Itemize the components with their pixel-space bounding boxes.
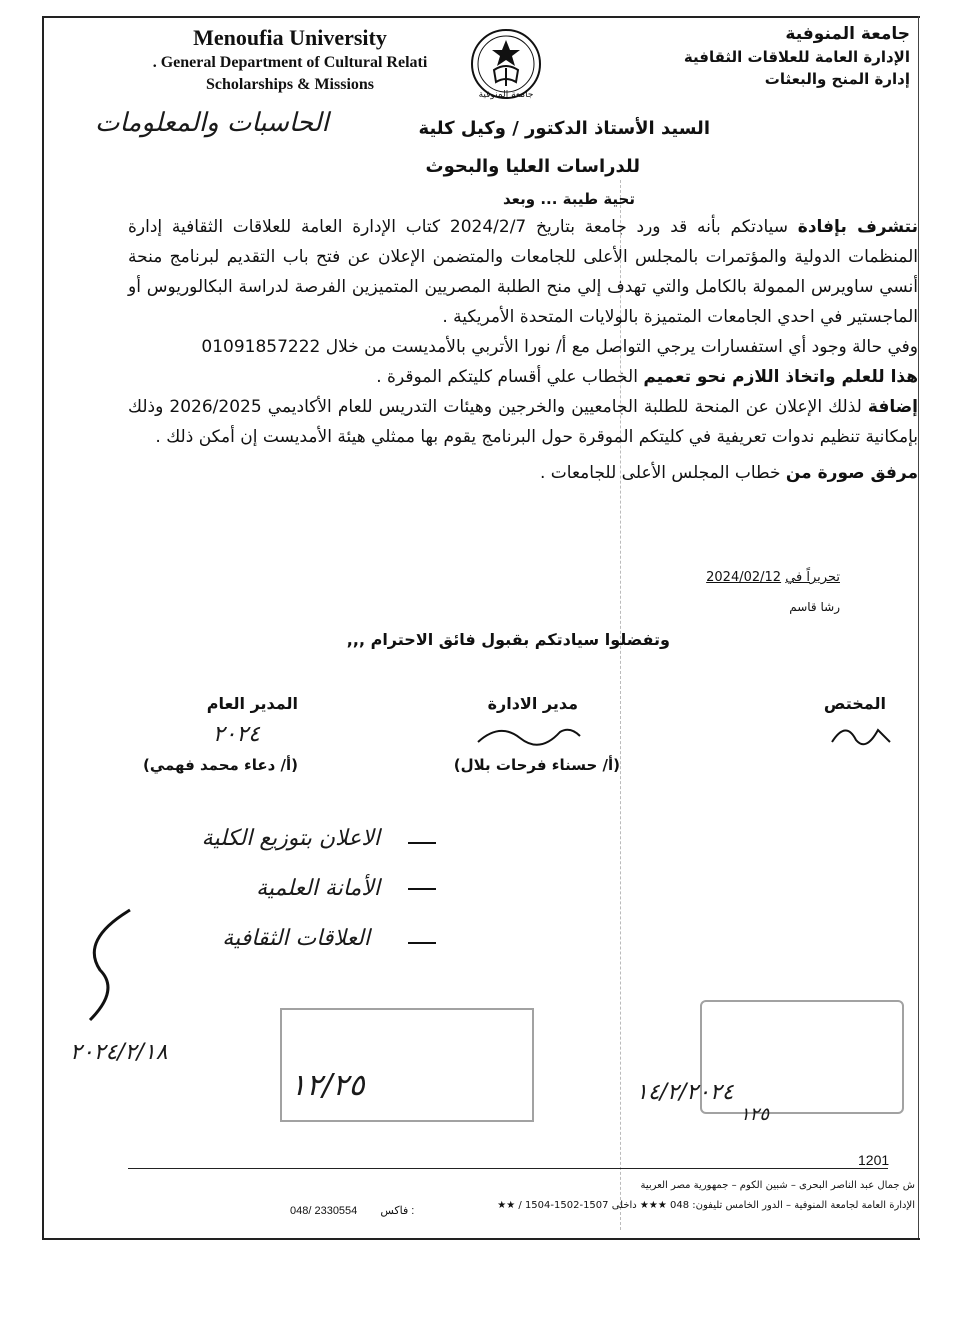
page-border [42,16,920,18]
paragraph-addition [128,392,918,452]
handwritten-reference: ١٤/٢/٢٠٢٤ [636,1080,734,1105]
signature-scribble: ٢٠٢٤ [212,722,260,747]
footer-fax [290,1204,414,1217]
paragraph-text: وفي حالة وجود أي استفسارات يرجي التواصل مع أ/ نورا الأتربي بالأمديست من خلال 01091857222 [201,337,918,357]
handwritten-note: الأمانة العلمية [256,876,380,901]
footer-divider [128,1168,888,1169]
signature-title-department-manager: مدير الادارة [487,694,578,713]
university-name-en: Menoufia University [193,25,387,50]
greeting: تحية طيبة ... وبعد [503,190,635,208]
paragraph-lead: نتشرف بإفادة [797,217,919,237]
fax-label: فاكس : [380,1205,415,1217]
footer-address: ش جمال عبد الناصر البحرى – شبين الكوم – جمهورية مصر العربية [640,1180,915,1191]
date-label: تحريراً في [785,570,840,585]
handwritten-faculty-note: الحاسبات والمعلومات [95,108,329,138]
stamp [280,1008,534,1122]
handwritten-reference: ١٢٥ [740,1104,770,1125]
clerk-name: رشا قاسم [789,600,840,614]
handwritten-date: ٢٠٢٤/٢/١٨ [70,1040,168,1065]
paragraph-text: سيادتكم بأنه قد ورد جامعة بتاريخ 2024/2/7 كتاب الإدارة العامة للعلاقات الثقافية إدارة المنظمات الدولية والمؤتمرات بالمجلس الأعلى للجامعات والمتضمن الإعلان عن فتح باب التقديم لبرنامج منحة أنسي ساويرس الممولة بالكامل والتي تهدف إلي منح الطلبة المصريين المتميزين الفرصة لدراسة البكالوريوس أو الماجستير في احدي الجامعات المتميزة بالولايات المتحدة الأمريكية . [128,217,918,327]
paragraph-announcement [128,212,918,332]
header-arabic [660,22,910,90]
paragraph-text: الخطاب علي أقسام كليتكم الموقرة . [376,367,638,387]
paragraph-lead: هذا للعلم واتخاذ اللازم نحو تعميم [643,367,918,387]
page-border [42,16,44,1238]
handwritten-note: العلاقات الثقافية [222,926,370,951]
signature-mark [826,712,896,756]
date-value: 2024/02/12 [706,570,782,585]
salutation-line2: للدراسات العليا والبحوث [425,156,640,177]
signature-title-specialist: المختص [823,694,886,713]
department-name-en: . General Department of Cultural Relati [152,54,428,71]
signature-mark [470,712,590,756]
university-name-ar: جامعة المنوفية [785,24,910,44]
section-name-ar: إدارة المنح والبعثات [764,70,910,88]
section-name-en: Scholarships & Missions [205,76,375,93]
signature-name-department-manager: (أ/ حسناء فرحات بلال) [453,756,620,774]
issue-date [706,570,840,585]
salutation-line1: السيد الأستاذ الدكتور / وكيل كلية [418,118,710,139]
paragraph-text: لذلك الإعلان عن المنحة للطلبة الجامعيين والخرجين وهيئات التدريس للعام الأكاديمي 2026/2025 وذلك بإمكانية تنظيم ندوات تعريفية في كليتكم الموقرة حول البرنامج يقوم بها ممثلي هيئة الأمديست إن أمكن ذلك . [128,397,918,447]
page-number: 1201 [858,1152,890,1168]
signature-title-general-manager: المدير العام [206,694,298,713]
paragraph-lead: مرفق صورة من [785,463,918,483]
closing-line: وتفضلوا سيادتكم بقبول فائق الاحترام ,,, [346,630,670,649]
department-name-ar: الإدارة العامة للعلاقات الثقافية [683,48,910,66]
page-border [42,1238,920,1240]
fax-number: 048/ 2330554 [290,1205,358,1217]
paragraph-lead: إضافة [867,397,918,417]
paragraph-instruction [128,362,918,392]
signature-name-general-manager: (أ/ دعاء محمد فهمي) [142,756,298,774]
header-english [120,24,460,96]
logo-caption: جامعة المنوفية [478,90,534,100]
dash-mark [408,842,436,844]
letter-body [128,212,918,488]
page-border [918,16,919,1238]
handwritten-note: الاعلان بتوزيع الكلية [201,826,380,851]
footer-contact: الإدارة العامة لجامعة المنوفية – الدور الخامس تليفون: 048 ★★★ داخلى 1507-1502-1504 / ★★ [497,1200,915,1211]
handwritten-bracket-mark [70,900,150,1030]
handwritten-reference: ١٢/٢٥ [290,1068,365,1103]
paragraph-text: خطاب المجلس الأعلى للجامعات . [539,463,781,483]
paragraph-contact [128,332,918,362]
dash-mark [408,888,436,890]
dash-mark [408,942,436,944]
paragraph-attachment [128,458,918,488]
